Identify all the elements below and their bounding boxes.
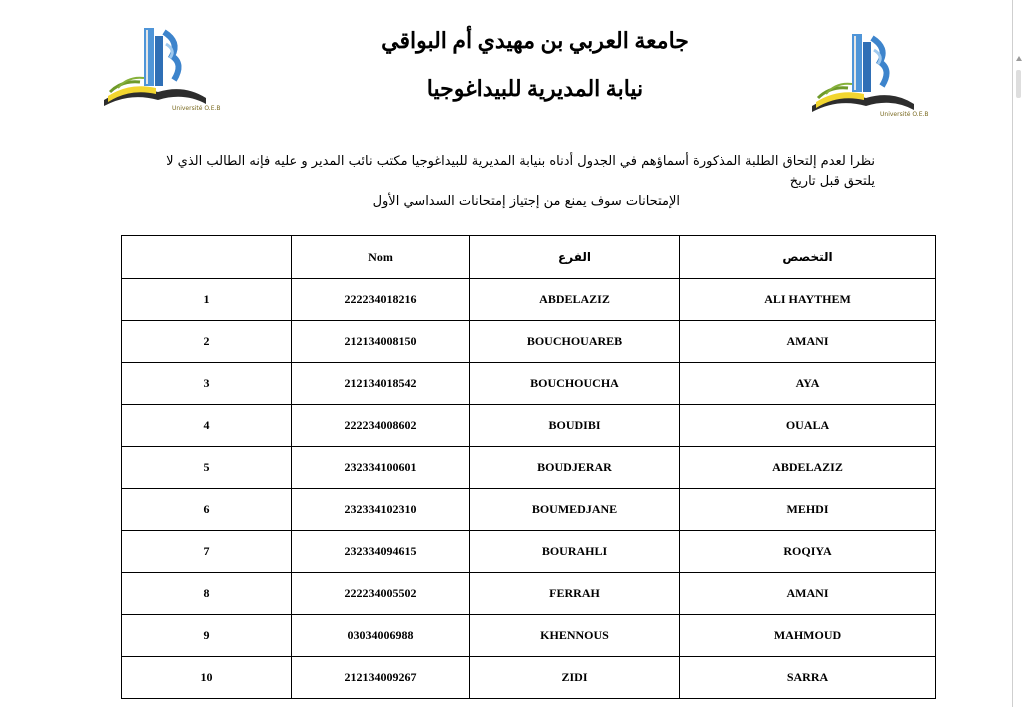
notice-line-2: الإمتحانات سوف يمنع من إجتياز إمتحانات السداسي الأول xyxy=(372,194,680,209)
table-row xyxy=(122,657,936,699)
row-number: 7 xyxy=(122,531,292,573)
table-row xyxy=(122,615,936,657)
header-cell-specialty: التخصص xyxy=(680,236,936,279)
student-id: 212134009267 xyxy=(292,657,470,699)
last-name: ZIDI xyxy=(470,657,680,699)
last-name: FERRAH xyxy=(470,573,680,615)
table-row xyxy=(122,531,936,573)
scroll-up-arrow-icon[interactable] xyxy=(1016,56,1022,61)
first-name: MAHMOUD xyxy=(680,615,936,657)
last-name: BOUDJERAR xyxy=(470,447,680,489)
student-id: 232334100601 xyxy=(292,447,470,489)
last-name: BOUMEDJANE xyxy=(470,489,680,531)
student-id: 03034006988 xyxy=(292,615,470,657)
scrollbar[interactable] xyxy=(1013,0,1024,707)
last-name: BOURAHLI xyxy=(470,531,680,573)
logo-caption: Université O.E.B xyxy=(172,105,221,112)
table-row xyxy=(122,321,936,363)
notice-line-1: نظرا لعدم إلتحاق الطلبة المذكورة أسماؤهم في الجدول أدناه بنيابة المديرية للبيداغوجيا مكتب نائب المدير و عليه فإنه الطالب الذي لا يلتحق قبل تاريخ xyxy=(166,154,875,189)
table-row xyxy=(122,447,936,489)
university-logo-left xyxy=(100,22,221,112)
row-number: 9 xyxy=(122,615,292,657)
logo-caption: Université O.E.B xyxy=(880,111,929,118)
row-number: 3 xyxy=(122,363,292,405)
first-name: ROQIYA xyxy=(680,531,936,573)
header-cell-number xyxy=(122,236,292,279)
first-name: ABDELAZIZ xyxy=(680,447,936,489)
student-id: 232334102310 xyxy=(292,489,470,531)
row-number: 4 xyxy=(122,405,292,447)
first-name: SARRA xyxy=(680,657,936,699)
first-name: OUALA xyxy=(680,405,936,447)
student-id: 232334094615 xyxy=(292,531,470,573)
table-row xyxy=(122,489,936,531)
student-id: 222234018216 xyxy=(292,279,470,321)
student-id: 212134008150 xyxy=(292,321,470,363)
table-row xyxy=(122,363,936,405)
department-title: نيابة المديرية للبيداغوجيا xyxy=(426,76,644,101)
last-name: BOUDIBI xyxy=(470,405,680,447)
table-row xyxy=(122,279,936,321)
table-row xyxy=(122,405,936,447)
university-logo-right xyxy=(808,28,929,118)
row-number: 6 xyxy=(122,489,292,531)
last-name: ABDELAZIZ xyxy=(470,279,680,321)
student-table xyxy=(121,235,936,699)
header-cell-branch: الفرع xyxy=(470,236,680,279)
last-name: BOUCHOUAREB xyxy=(470,321,680,363)
table-row xyxy=(122,573,936,615)
student-id: 222234008602 xyxy=(292,405,470,447)
notice-text xyxy=(135,152,875,212)
first-name: AMANI xyxy=(680,321,936,363)
scrollbar-thumb[interactable] xyxy=(1016,70,1021,98)
row-number: 5 xyxy=(122,447,292,489)
student-id: 212134018542 xyxy=(292,363,470,405)
student-id: 222234005502 xyxy=(292,573,470,615)
row-number: 2 xyxy=(122,321,292,363)
first-name: AMANI xyxy=(680,573,936,615)
first-name: AYA xyxy=(680,363,936,405)
last-name: KHENNOUS xyxy=(470,615,680,657)
row-number: 1 xyxy=(122,279,292,321)
first-name: ALI HAYTHEM xyxy=(680,279,936,321)
header-cell-nom: Nom xyxy=(292,236,470,279)
row-number: 10 xyxy=(122,657,292,699)
row-number: 8 xyxy=(122,573,292,615)
first-name: MEHDI xyxy=(680,489,936,531)
table-header-row xyxy=(122,236,936,279)
last-name: BOUCHOUCHA xyxy=(470,363,680,405)
university-title: جامعة العربي بن مهيدي أم البواقي xyxy=(381,28,689,53)
